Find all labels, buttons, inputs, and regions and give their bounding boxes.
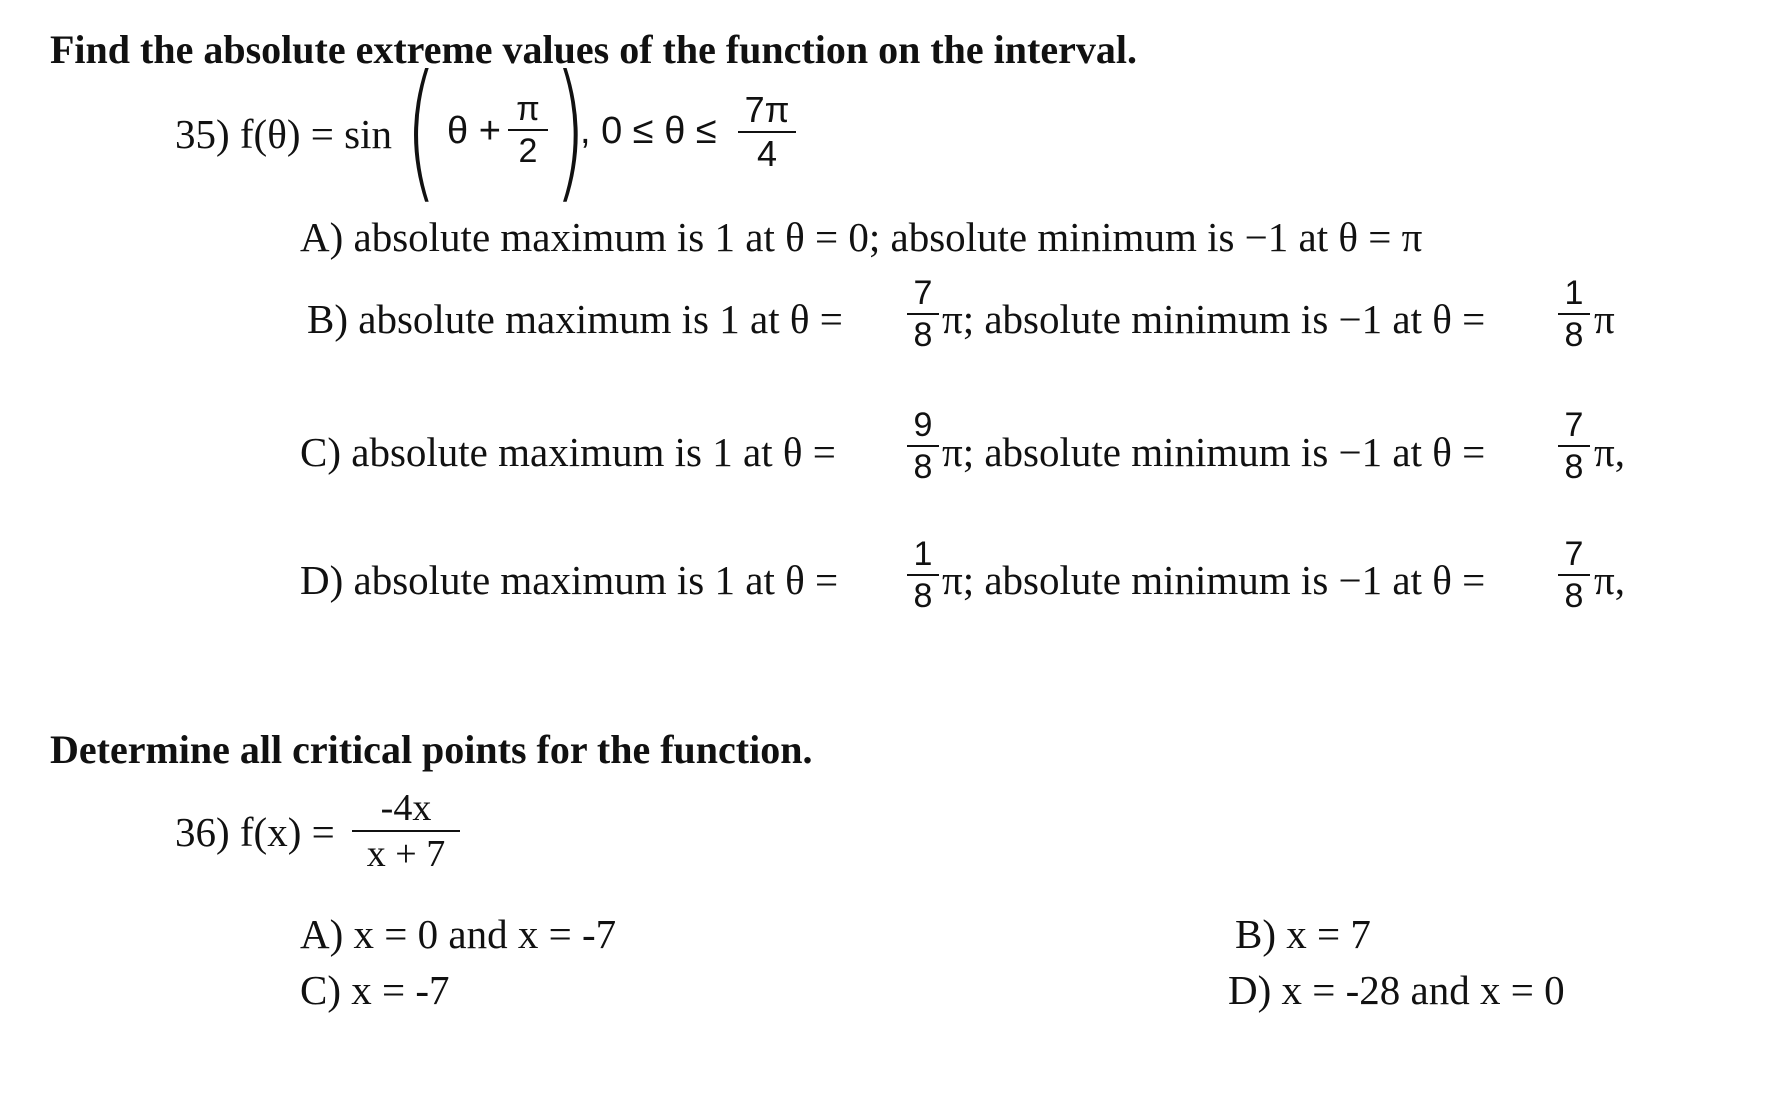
q35-option-b-fraction-2: 1 8 — [1558, 276, 1590, 352]
q35-interval: , 0 ≤ θ ≤ — [580, 110, 717, 152]
q35-option-d-fraction-1: 1 8 — [907, 537, 939, 613]
q35-option-c-fraction-1: 9 8 — [907, 408, 939, 484]
q36-option-b[interactable]: B) x = 7 — [1235, 911, 1371, 957]
q35-label: 35) f(θ) = sin — [175, 111, 392, 157]
q35-inner-theta: θ + — [447, 110, 501, 152]
q36-fraction: -4x x + 7 — [352, 789, 460, 873]
q36-option-c[interactable]: C) x = -7 — [300, 967, 450, 1013]
q35-option-b-fraction-1: 7 8 — [907, 276, 939, 352]
q36-label: 36) f(x) = — [175, 809, 335, 855]
q36-option-a[interactable]: A) x = 0 and x = -7 — [300, 911, 617, 957]
q36-heading: Determine all critical points for the function. — [50, 727, 813, 772]
q36-option-d[interactable]: D) x = -28 and x = 0 — [1228, 967, 1565, 1013]
q35-inner-fraction: π 2 — [508, 92, 548, 168]
q35-option-d-fraction-2: 7 8 — [1558, 537, 1590, 613]
q35-interval-fraction: 7π 4 — [738, 92, 796, 172]
q35-option-c-fraction-2: 7 8 — [1558, 408, 1590, 484]
q35-heading: Find the absolute extreme values of the function on the interval. — [50, 27, 1137, 72]
q35-option-a[interactable]: A) absolute maximum is 1 at θ = 0; absolute minimum is −1 at θ = π — [300, 214, 1423, 260]
